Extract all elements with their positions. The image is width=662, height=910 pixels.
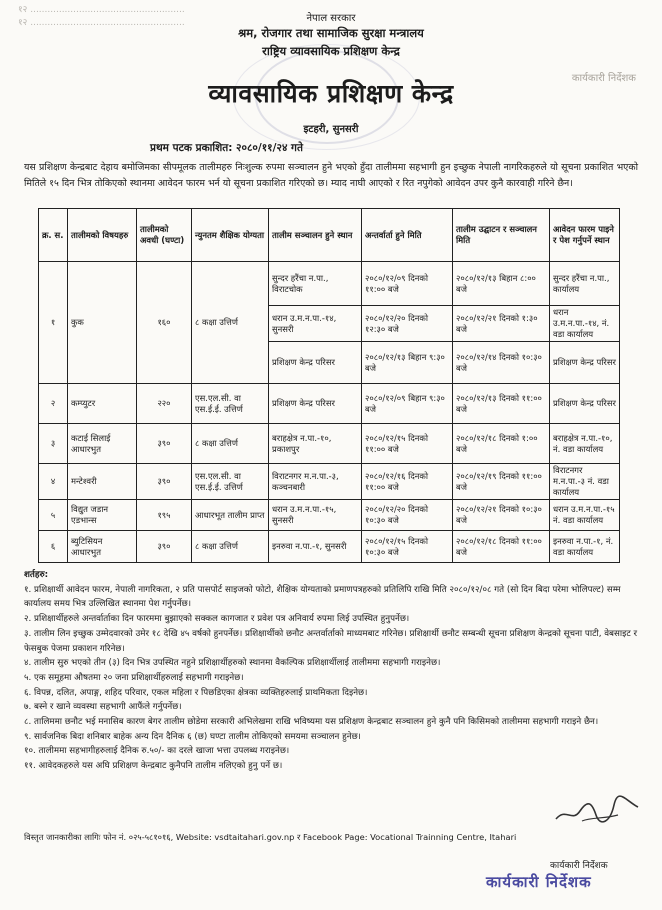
cell-place: धरान उ.म.न.पा.-१५, सुनसरी: [269, 500, 362, 531]
cell-apply: विराटनगर म.न.पा.-३ नं. वडा कार्यालय: [550, 464, 620, 500]
cell-subject: ब्युटिसियन आधारभुत: [68, 531, 137, 563]
cell-start: २०८०/१२/१३ दिनको ११:०० बजे: [453, 384, 550, 424]
cell-place: बराहक्षेत्र न.पा.-१०, प्रकाशपुर: [269, 424, 362, 464]
signature-scribble: [552, 793, 642, 829]
cell-sn: १: [39, 262, 68, 384]
cell-interview: २०८०/१२/१५ दिनको ११:०० बजे: [362, 424, 453, 464]
cell-sn: ६: [39, 531, 68, 563]
cell-subject: कुक: [68, 262, 137, 384]
cell-interview: २०८०/१२/२० दिनको १२:३० बजे: [362, 306, 453, 342]
cell-interview: २०८०/१२/१६ दिनको ११:०० बजे: [362, 464, 453, 500]
publish-date: प्रथम पटक प्रकाशित: २०८०/११/२४ गते: [150, 142, 303, 154]
page-title: व्यावसायिक प्रशिक्षण केन्द्र: [208, 79, 454, 108]
intro-paragraph: यस प्रशिक्षण केन्द्रबाट देहाय बमोजिमका सीपमूलक तालीमहरु निःशुल्क रुपमा सञ्चालन हुने भएको हुँदा तालीममा सहभागी हुन इच्छुक नेपाली नागरिकहरुले यो सूचना प्रकाशित भएको मितिले १५ दिन भित्र तोकिएको स्थानमा आवेदन फारम भर्न यो सूचना प्रकाशित गरिएको छ। म्याद नाघी आएको र रित नपुगेको आवेदन उपर कुनै कारवाही गरिने छैन।: [24, 162, 638, 189]
cell-place: विराटनगर म.न.पा.-३, कञ्चनबारी: [269, 464, 362, 500]
condition-item: १. प्रशिक्षार्थी आवेदन फारम, नेपाली नागरिकता, २ प्रति पासपोर्ट साइजको फोटो, शैक्षिक योग्यताको प्रमाणपत्रहरुको प्रतिलिपि राखि मिति २०८०/१२/०८ गते (सो दिन बिदा परेमा भोलिपल्ट) सम्म कार्यालय समय भित्र उल्लिखित स्थानमा पेश गर्नुपर्नेछ।: [24, 584, 621, 610]
cell-start: २०८०/१२/१३ बिहान ८:०० बजे: [453, 262, 550, 306]
cell-start: २०८०/१२/१८ दिनको १:०० बजे: [453, 424, 550, 464]
cell-interview: २०८०/१२/०९ दिनको ११:०० बजे: [362, 262, 453, 306]
cell-sn: २: [39, 384, 68, 424]
cell-qualification: ८ कक्षा उत्तिर्ण: [192, 531, 269, 563]
condition-item: ८. तालिममा छनौट भई मनासिब कारण बेगर तालीम छोडेमा सरकारी अभिलेखमा राखि भविष्यमा यस प्रशिक्षण केन्द्रबाट सञ्चालन हुने कुनै पनि किसिमको तालीममा सहभागी गराइने छैन।: [24, 717, 599, 728]
col-header-hours: तालीमको अवधी (घण्टा): [137, 209, 192, 262]
cell-place: प्रशिक्षण केन्द्र परिसर: [269, 384, 362, 424]
cell-hours: ३९०: [137, 424, 192, 464]
cell-interview: २०८०/१२/२० दिनको १०:३० बजे: [362, 500, 453, 531]
cell-start: २०८०/१२/१८ दिनको ११:०० बजे: [453, 531, 550, 563]
cell-hours: ३९०: [137, 464, 192, 500]
cell-sn: ३: [39, 424, 68, 464]
cell-apply: बराहक्षेत्र न.पा.-१०, नं. वडा कार्यालय: [550, 424, 620, 464]
condition-item: १०. तालीममा सहभागीहरुलाई दैनिक रु.५०/- का दरले खाजा भत्ता उपलब्ध गराइनेछ।: [24, 746, 290, 757]
cell-subject: विद्युत जडान एडभान्स: [68, 500, 137, 531]
cell-qualification: ८ कक्षा उत्तिर्ण: [192, 424, 269, 464]
cell-start: २०८०/१२/१४ दिनको १०:३० बजे: [453, 342, 550, 384]
cell-start: २०८०/१२/२१ दिनको १०:३० बजे: [453, 500, 550, 531]
cell-place: प्रशिक्षण केन्द्र परिसर: [269, 342, 362, 384]
cell-qualification: एस.एल.सी. वा एस.ई.ई. उत्तिर्ण: [192, 384, 269, 424]
cell-subject: कटाई सिलाई आधारभुत: [68, 424, 137, 464]
cell-apply: इनरुवा न.पा.-१, नं. वडा कार्यालय: [550, 531, 620, 563]
cell-apply: धरान उ.म.न.पा.-१५ नं. वडा कार्यालय: [550, 500, 620, 531]
table-row: [39, 464, 620, 500]
cell-hours: १९५: [137, 500, 192, 531]
col-header-apply: आवेदन फारम पाइने र पेश गर्नुपर्ने स्थान: [550, 209, 620, 262]
cell-place: इनरुवा न.पा.-१, सुनसरी: [269, 531, 362, 563]
condition-item: २. प्रशिक्षार्थीहरुले अन्तर्वार्ताका दिन फारममा बुझाएको सक्कल कागजात र प्रवेश पत्र अनिवार्य रुपमा लिई उपस्थित हुनुपर्नेछ।: [24, 614, 410, 625]
cell-start: २०८०/१२/२१ दिनको १:३० बजे: [453, 306, 550, 342]
location: इटहरी, सुनसरी: [303, 124, 359, 135]
conditions-title: शर्तहरु:: [24, 570, 49, 580]
cell-sn: ५: [39, 500, 68, 531]
cell-subject: कम्प्युटर: [68, 384, 137, 424]
cell-sn: ४: [39, 464, 68, 500]
cell-qualification: ८ कक्षा उत्तिर्ण: [192, 262, 269, 384]
condition-item: ४. तालीम सुरु भएको तीन (३) दिन भित्र उपस्थित नहुने प्रशिक्षार्थीहरुको स्थानमा वैकल्पिक प्रशिक्षार्थीलाई तालीममा सहभागी गराइनेछ।: [24, 658, 441, 669]
cell-interview: २०८०/१२/१३ बिहान ९:३० बजे: [362, 342, 453, 384]
table-row: [39, 531, 620, 563]
col-header-qualification: न्युनतम शैक्षिक योग्यता: [192, 209, 269, 262]
cell-place: धरान उ.म.न.पा.-१४, सुनसरी: [269, 306, 362, 342]
cell-hours: २२०: [137, 384, 192, 424]
council-name: राष्ट्रिय व्यावसायिक प्रशिक्षण केन्द्र: [262, 44, 400, 58]
table-row: [39, 500, 620, 531]
cell-apply: प्रशिक्षण केन्द्र परिसर: [550, 384, 620, 424]
condition-item: ११. आवेदकहरुले यस अघि प्रशिक्षण केन्द्रबाट कुनैपनि तालीम नलिएको हुनु पर्ने छ।: [24, 761, 283, 772]
signature-label: कार्यकारी निर्देशक: [550, 861, 608, 871]
condition-item: ६. विपन्न, दलित, अपाङ्ग, शहिद परिवार, एकल महिला र पिछडिएका क्षेत्रका व्यक्तिहरुलाई प्राथमिकता दिइनेछ।: [24, 687, 368, 698]
col-header-start: तालीम उद्घाटन र सञ्चालन मिति: [453, 209, 550, 262]
conditions-section: [24, 568, 644, 774]
table-row: [39, 424, 620, 464]
col-header-interview: अन्तर्वार्ता हुने मिति: [362, 209, 453, 262]
gov-name: नेपाल सरकार: [306, 13, 356, 24]
condition-item: ३. तालीम लिन इच्छुक उम्मेदवारको उमेर १८ देखि ४५ वर्षको हुनपर्नेछ। प्रशिक्षार्थीको छनौट अन्तर्वार्ताको माध्यमबाट गरिनेछ। प्रशिक्षार्थी छनौट सम्बन्धी सूचना प्रशिक्षण केन्द्रको सूचना पाटी, वेबसाइट र फेसबुक पेजमा प्रकाशन गरिनेछ।: [24, 628, 638, 654]
ministry-name: श्रम, रोजगार तथा सामाजिक सुरक्षा मन्त्रालय: [238, 26, 424, 40]
cell-apply: प्रशिक्षण केन्द्र परिसर: [550, 342, 620, 384]
cell-hours: १६०: [137, 262, 192, 384]
cell-subject: मन्टेश्वरी: [68, 464, 137, 500]
cell-apply: सुन्दर हरैंचा न.पा., कार्यालय: [550, 262, 620, 306]
cell-apply: धरान उ.म.न.पा.-१४, नं. वडा कार्यालय: [550, 306, 620, 342]
col-header-place: तालीम सञ्चालन हुने स्थान: [269, 209, 362, 262]
col-header-sn: क्र. स.: [39, 209, 68, 262]
cell-place: सुन्दर हरैंचा न.पा., विराटचोक: [269, 262, 362, 306]
cell-interview: २०८०/१२/१५ दिनको १०:३० बजे: [362, 531, 453, 563]
cell-start: २०८०/१२/१९ दिनको ११:०० बजे: [453, 464, 550, 500]
cell-interview: २०८०/१२/०९ बिहान ९:३० बजे: [362, 384, 453, 424]
cell-qualification: एस.एल.सी. वा एस.ई.ई. उत्तिर्ण: [192, 464, 269, 500]
condition-item: ५. एक समूहमा औषतमा २० जना प्रशिक्षार्थीहरुलाई सहभागी गराइनेछ।: [24, 672, 244, 683]
show-through-text: १२ ...................................................... १२ ......................................................: [18, 5, 185, 28]
table-row: [39, 384, 620, 424]
table-header-row: [39, 209, 620, 262]
faded-side-stamp: कार्यकारी निर्देशक: [571, 73, 636, 84]
col-header-subject: तालीमको विषयहरु: [68, 209, 137, 262]
official-stamp: कार्यकारी निर्देशक: [486, 873, 592, 891]
condition-item: ७. बस्ने र खाने व्यवस्था सहभागी आफैंले गर्नुपर्नेछ।: [24, 702, 182, 713]
training-table: [38, 208, 620, 563]
condition-item: ९. सार्वजनिक बिदा शनिबार बाहेक अन्य दिन दैनिक ६ (छ) घण्टा तालीम तोकिएको समयमा सञ्चालन हुनेछ।: [24, 731, 361, 742]
table-row: [39, 262, 620, 306]
contact-info: विस्तृत जानकारीका लागिः फोन नं. ०२५-५८१०१६, Website: vsdtaitahari.gov.np र Facebook Page: Vocational Trainning Centre, Itahari: [24, 832, 517, 842]
cell-qualification: आधारभूत तालीम प्राप्त: [192, 500, 269, 531]
cell-hours: ३९०: [137, 531, 192, 563]
